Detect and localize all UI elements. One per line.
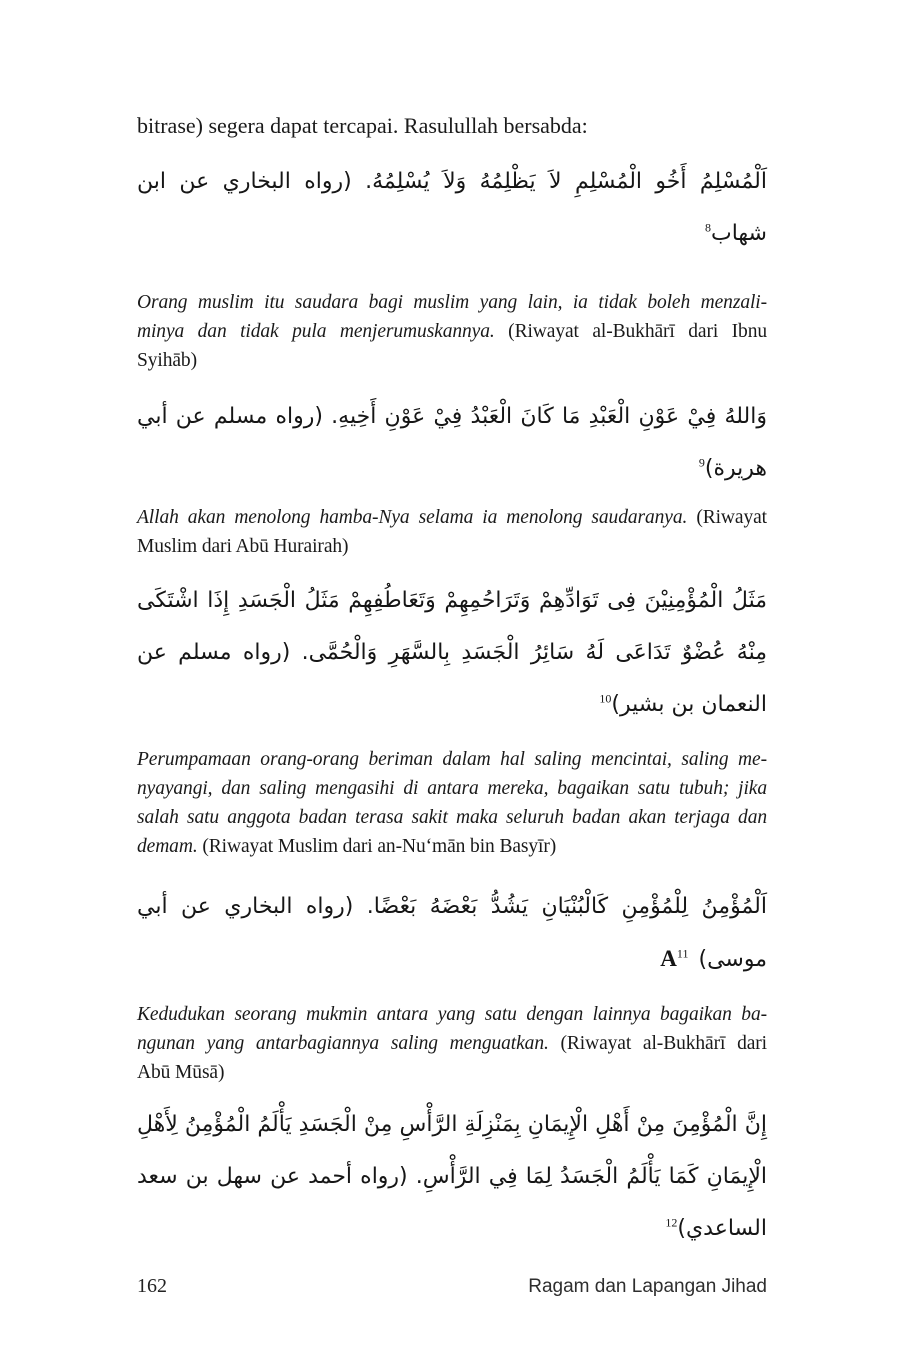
translation-1-line-1: [137, 288, 767, 317]
attribution-text: (Riwayat: [696, 507, 767, 528]
translation-4-line-3: [137, 1058, 767, 1087]
translation-text: Kedudukan seorang mukmin antara yang satu dengan lainnya bagaikan ba-: [137, 1004, 767, 1025]
footnote-marker-11: 11: [676, 946, 689, 961]
attribution-text: Abū Mūsā): [137, 1062, 225, 1083]
attribution-text: (Riwayat al-Bukhārī dari: [560, 1033, 767, 1054]
translation-4-line-1: [137, 1000, 767, 1029]
hadith-3-arabic: [137, 575, 767, 731]
hadith-5-line-3: [137, 1203, 767, 1255]
arabic-text: النعمان بن بشير): [611, 692, 767, 717]
page-number: 162: [137, 1275, 167, 1297]
arabic-text: وَاللهُ فِيْ عَوْنِ الْعَبْدِ مَا كَانَ الْعَبْدُ فِيْ عَوْنِ أَخِيهِ. (رواه مسلم عن أبي: [137, 404, 767, 429]
attribution-text: Muslim dari Abū Hurairah): [137, 536, 349, 557]
arabic-text: مِنْهُ عُضْوٌ تَدَاعَى لَهُ سَائِرُ الْجَسَدِ بِالسَّهَرِ وَالْحُمَّى. (رواه مسلم عن: [137, 640, 767, 665]
hadith-5-line-1: [137, 1099, 767, 1151]
translation-2: [137, 503, 767, 561]
translation-text: nyayangi, dan saling mengasihi di antara mereka, bagaikan satu tubuh; jika: [137, 778, 767, 799]
translation-1: [137, 288, 767, 375]
arabic-text: الساعدي): [677, 1216, 767, 1241]
footnote-marker-8: 8: [705, 220, 711, 235]
attribution-text: Syihāb): [137, 350, 197, 371]
hadith-3-line-3: [137, 679, 767, 731]
arabic-text: اَلْمُؤْمِنُ لِلْمُؤْمِنِ كَالْبُنْيَانِ يَشُدُّ بَعْضَهُ بَعْضًا. (رواه البخاري عن أبي: [137, 894, 767, 919]
footnote-marker-10: 10: [599, 691, 612, 706]
translation-4: [137, 1000, 767, 1087]
footnote-marker-12: 12: [665, 1215, 678, 1230]
translation-1-line-2: [137, 317, 767, 346]
hadith-3-line-2: [137, 627, 767, 679]
arabic-text: مَثَلُ الْمُؤْمِنِيْنَ فِى تَوَادِّهِمْ وَتَرَاحُمِهِمْ وَتَعَاطُفِهِمْ مَثَلُ الْجَسَدِ إِذَا اشْتَكَى: [137, 588, 767, 613]
hadith-2-line-1: [137, 391, 767, 443]
translation-3-line-2: [137, 774, 767, 803]
translation-text: ngunan yang antarbagiannya saling menguatkan.: [137, 1033, 561, 1054]
stray-latin-mark: [660, 947, 688, 972]
translation-1-line-3: [137, 346, 767, 375]
translation-2-line-1: [137, 503, 767, 532]
hadith-5-arabic: [137, 1099, 767, 1255]
hadith-2-arabic: [137, 391, 767, 495]
attribution-text: (Riwayat al-Bukhārī dari Ibnu: [508, 321, 767, 342]
hadith-4-line-2: [137, 933, 767, 986]
translation-text: salah satu anggota badan terasa sakit maka seluruh badan akan terjaga dan: [137, 807, 767, 828]
hadith-4-line-1: [137, 881, 767, 933]
translation-2-line-2: [137, 532, 767, 561]
arabic-text: إِنَّ الْمُؤْمِنَ مِنْ أَهْلِ الْإِيمَانِ بِمَنْزِلَةِ الرَّأْسِ مِنْ الْجَسَدِ يَأْلَمُ الْمُؤْمِنُ لِأَهْلِ: [137, 1112, 767, 1137]
arabic-text: الْإِيمَانِ كَمَا يَأْلَمُ الْجَسَدُ لِمَا فِي الرَّأْسِ. (رواه أحمد عن سهل بن سعد: [137, 1164, 767, 1189]
intro-paragraph: [137, 112, 767, 140]
translation-text: minya dan tidak pula menjerumuskannya.: [137, 321, 509, 342]
translation-3-line-3: [137, 803, 767, 832]
translation-text: Orang muslim itu saudara bagi muslim yang lain, ia tidak boleh menzali-: [137, 292, 767, 313]
translation-3-line-1: [137, 745, 767, 774]
hadith-4-arabic: [137, 881, 767, 986]
translation-3: [137, 745, 767, 861]
intro-text: bitrase) segera dapat tercapai. Rasulullah bersabda:: [137, 113, 588, 138]
hadith-1-arabic: [137, 156, 767, 260]
footnote-marker-9: 9: [698, 455, 705, 470]
hadith-2-line-2: [137, 443, 767, 495]
stray-letter-a: A: [660, 946, 677, 971]
page-footer: [137, 1275, 767, 1298]
hadith-3-line-1: [137, 575, 767, 627]
translation-text: Perumpamaan orang-orang beriman dalam hal saling mencintai, saling me-: [137, 749, 767, 770]
arabic-text: موسى): [698, 947, 767, 972]
hadith-5-line-2: [137, 1151, 767, 1203]
translation-4-line-2: [137, 1029, 767, 1058]
running-title: Ragam dan Lapangan Jihad: [528, 1276, 767, 1297]
arabic-text: هريرة): [704, 456, 767, 481]
arabic-text: اَلْمُسْلِمُ أَخُو الْمُسْلِمِ لاَ يَظْلِمُهُ وَلاَ يُسْلِمُهُ. (رواه البخاري عن ابن شهاب: [137, 169, 767, 246]
attribution-text: (Riwayat Muslim dari an-Nu‘mān bin Basyīr): [202, 836, 557, 857]
translation-text: demam.: [137, 836, 203, 857]
translation-text: Allah akan menolong hamba-Nya selama ia menolong saudaranya.: [137, 507, 697, 528]
translation-3-line-4: [137, 832, 767, 861]
hadith-1-line-1: [137, 156, 767, 260]
